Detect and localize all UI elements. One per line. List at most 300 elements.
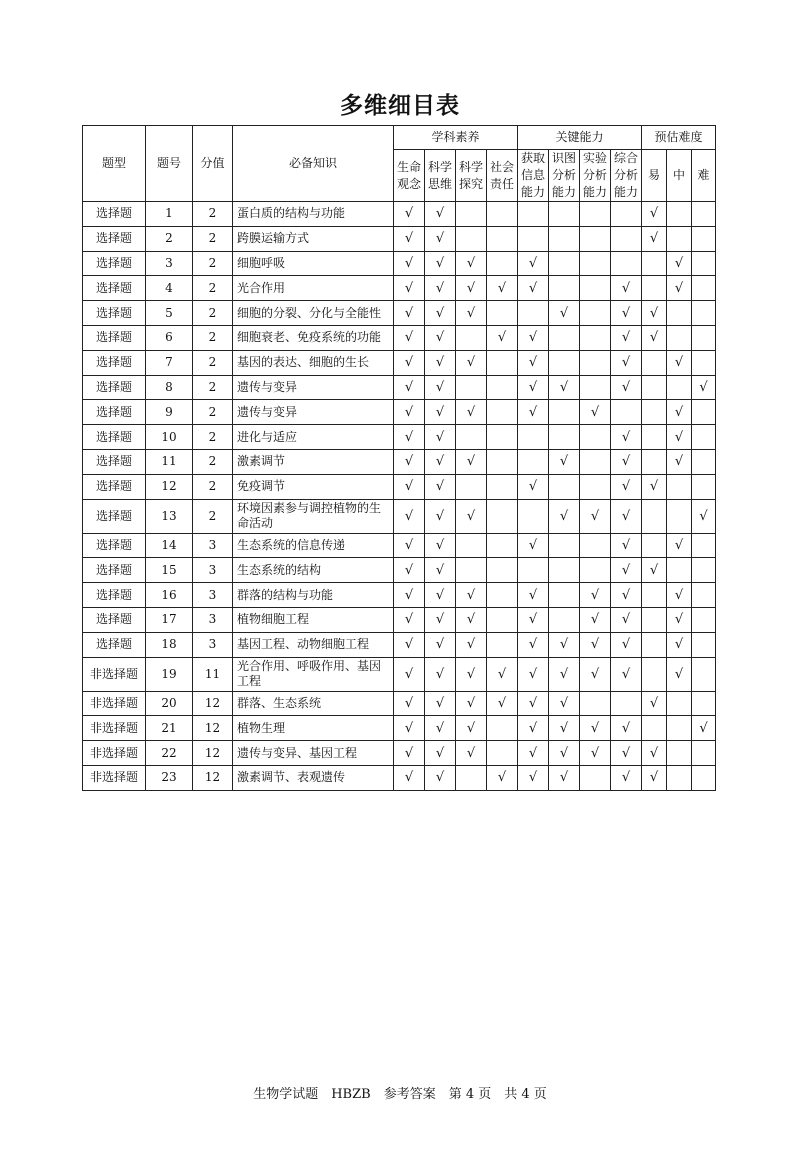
cell-mark: √ [394, 251, 425, 276]
cell-mark: √ [518, 583, 549, 608]
cell-knowledge: 遗传与变异 [233, 375, 394, 400]
cell-number: 14 [146, 533, 193, 558]
cell-mark [692, 657, 716, 691]
cell-number: 16 [146, 583, 193, 608]
cell-mark: √ [667, 276, 692, 301]
cell-knowledge: 蛋白质的结构与功能 [233, 202, 394, 227]
cell-mark: √ [611, 607, 642, 632]
cell-mark: √ [394, 474, 425, 499]
cell-type: 选择题 [83, 202, 146, 227]
table-row [83, 632, 716, 657]
cell-mark: √ [692, 716, 716, 741]
cell-mark [667, 765, 692, 790]
cell-mark: √ [518, 632, 549, 657]
header-sub-0: 生命 观念 [394, 150, 425, 202]
cell-knowledge: 环境因素参与调控植物的生命活动 [233, 499, 394, 533]
cell-mark [642, 276, 667, 301]
cell-mark [580, 325, 611, 350]
cell-mark: √ [642, 226, 667, 251]
cell-mark: √ [518, 400, 549, 425]
cell-knowledge: 群落、生态系统 [233, 691, 394, 716]
cell-mark [642, 583, 667, 608]
cell-mark [518, 202, 549, 227]
cell-mark: √ [518, 276, 549, 301]
cell-mark: √ [580, 716, 611, 741]
header-sub-6: 实验 分析 能力 [580, 150, 611, 202]
cell-mark: √ [642, 325, 667, 350]
cell-mark [692, 400, 716, 425]
cell-mark [692, 632, 716, 657]
cell-knowledge: 生态系统的信息传递 [233, 533, 394, 558]
cell-score: 3 [193, 533, 233, 558]
cell-mark: √ [518, 691, 549, 716]
cell-mark [487, 400, 518, 425]
cell-mark [667, 691, 692, 716]
cell-mark: √ [425, 632, 456, 657]
cell-mark [580, 533, 611, 558]
page-footer: 生物学试题 HBZB 参考答案 第 4 页 共 4 页 [253, 1087, 547, 1102]
cell-mark: √ [394, 375, 425, 400]
cell-type: 选择题 [83, 499, 146, 533]
cell-mark: √ [518, 741, 549, 766]
cell-mark [642, 449, 667, 474]
cell-mark [487, 350, 518, 375]
cell-number: 4 [146, 276, 193, 301]
cell-number: 8 [146, 375, 193, 400]
cell-type: 选择题 [83, 375, 146, 400]
cell-mark: √ [425, 533, 456, 558]
cell-knowledge: 激素调节 [233, 449, 394, 474]
cell-mark [692, 226, 716, 251]
cell-knowledge: 基因工程、动物细胞工程 [233, 632, 394, 657]
cell-mark: √ [642, 691, 667, 716]
cell-type: 选择题 [83, 226, 146, 251]
cell-mark [692, 202, 716, 227]
cell-mark [549, 607, 580, 632]
cell-mark [549, 251, 580, 276]
cell-mark: √ [549, 375, 580, 400]
header-type: 题型 [83, 126, 146, 202]
specification-table [82, 125, 716, 791]
cell-knowledge: 免疫调节 [233, 474, 394, 499]
cell-type: 选择题 [83, 533, 146, 558]
cell-mark [692, 741, 716, 766]
cell-mark: √ [667, 251, 692, 276]
cell-type: 非选择题 [83, 741, 146, 766]
cell-mark: √ [456, 449, 487, 474]
cell-mark: √ [394, 691, 425, 716]
cell-mark [692, 350, 716, 375]
cell-number: 5 [146, 301, 193, 326]
cell-mark [692, 583, 716, 608]
cell-mark [518, 499, 549, 533]
cell-mark: √ [425, 449, 456, 474]
cell-score: 2 [193, 202, 233, 227]
cell-mark: √ [667, 607, 692, 632]
cell-mark: √ [611, 474, 642, 499]
cell-knowledge: 遗传与变异 [233, 400, 394, 425]
cell-number: 20 [146, 691, 193, 716]
cell-mark: √ [394, 301, 425, 326]
cell-mark [692, 276, 716, 301]
cell-mark [487, 499, 518, 533]
cell-knowledge: 植物生理 [233, 716, 394, 741]
cell-mark [456, 558, 487, 583]
cell-number: 13 [146, 499, 193, 533]
cell-mark: √ [487, 276, 518, 301]
cell-mark: √ [487, 325, 518, 350]
cell-mark [487, 375, 518, 400]
table-row [83, 449, 716, 474]
cell-mark: √ [394, 533, 425, 558]
cell-mark [487, 226, 518, 251]
cell-type: 选择题 [83, 276, 146, 301]
cell-score: 2 [193, 499, 233, 533]
cell-type: 非选择题 [83, 691, 146, 716]
cell-mark: √ [549, 657, 580, 691]
table-row [83, 558, 716, 583]
cell-mark: √ [611, 325, 642, 350]
table-row [83, 276, 716, 301]
table-row [83, 251, 716, 276]
cell-score: 2 [193, 400, 233, 425]
cell-mark [456, 202, 487, 227]
table-row [83, 425, 716, 450]
table-row [83, 301, 716, 326]
cell-mark [549, 202, 580, 227]
cell-mark [642, 425, 667, 450]
cell-mark: √ [611, 499, 642, 533]
cell-score: 2 [193, 425, 233, 450]
header-sub-7: 综合 分析 能力 [611, 150, 642, 202]
cell-mark [487, 449, 518, 474]
cell-mark: √ [456, 276, 487, 301]
cell-mark: √ [518, 325, 549, 350]
table-row [83, 765, 716, 790]
cell-number: 1 [146, 202, 193, 227]
cell-mark: √ [611, 301, 642, 326]
cell-knowledge: 植物细胞工程 [233, 607, 394, 632]
cell-mark [667, 301, 692, 326]
cell-mark: √ [611, 583, 642, 608]
cell-mark [456, 425, 487, 450]
cell-mark: √ [667, 449, 692, 474]
table-row [83, 533, 716, 558]
cell-mark: √ [425, 276, 456, 301]
cell-mark: √ [425, 558, 456, 583]
table-row [83, 607, 716, 632]
cell-mark: √ [487, 691, 518, 716]
cell-mark [642, 400, 667, 425]
cell-mark: √ [425, 202, 456, 227]
cell-number: 9 [146, 400, 193, 425]
cell-mark: √ [394, 657, 425, 691]
cell-score: 11 [193, 657, 233, 691]
cell-number: 6 [146, 325, 193, 350]
cell-mark: √ [425, 499, 456, 533]
cell-mark [549, 425, 580, 450]
cell-mark: √ [456, 400, 487, 425]
cell-mark [667, 716, 692, 741]
cell-number: 21 [146, 716, 193, 741]
cell-mark [549, 400, 580, 425]
cell-mark [487, 558, 518, 583]
cell-mark [580, 276, 611, 301]
cell-mark [611, 400, 642, 425]
header-sub-10: 难 [692, 150, 716, 202]
cell-knowledge: 进化与适应 [233, 425, 394, 450]
cell-mark [580, 474, 611, 499]
cell-mark: √ [394, 226, 425, 251]
cell-mark [580, 251, 611, 276]
cell-mark: √ [394, 350, 425, 375]
cell-mark: √ [425, 251, 456, 276]
cell-mark [549, 583, 580, 608]
cell-mark: √ [425, 765, 456, 790]
cell-mark [642, 607, 667, 632]
table-row [83, 499, 716, 533]
cell-mark [487, 202, 518, 227]
cell-mark [692, 691, 716, 716]
cell-mark: √ [518, 375, 549, 400]
cell-mark: √ [394, 716, 425, 741]
cell-mark: √ [456, 350, 487, 375]
header-score: 分值 [193, 126, 233, 202]
cell-mark: √ [549, 716, 580, 741]
cell-number: 7 [146, 350, 193, 375]
cell-score: 3 [193, 632, 233, 657]
table-row [83, 741, 716, 766]
cell-mark [611, 691, 642, 716]
cell-score: 3 [193, 607, 233, 632]
cell-mark: √ [611, 350, 642, 375]
cell-mark: √ [394, 325, 425, 350]
cell-mark [642, 533, 667, 558]
cell-mark [456, 765, 487, 790]
cell-type: 非选择题 [83, 716, 146, 741]
cell-mark [611, 226, 642, 251]
cell-mark: √ [456, 499, 487, 533]
cell-mark: √ [549, 449, 580, 474]
cell-mark: √ [425, 607, 456, 632]
cell-knowledge: 细胞呼吸 [233, 251, 394, 276]
header-number: 题号 [146, 126, 193, 202]
cell-mark [642, 632, 667, 657]
cell-mark: √ [642, 741, 667, 766]
cell-type: 选择题 [83, 425, 146, 450]
cell-mark [456, 375, 487, 400]
cell-mark: √ [394, 400, 425, 425]
header-sub-9: 中 [667, 150, 692, 202]
cell-score: 2 [193, 375, 233, 400]
cell-mark: √ [425, 425, 456, 450]
cell-score: 2 [193, 325, 233, 350]
cell-mark: √ [667, 533, 692, 558]
cell-knowledge: 生态系统的结构 [233, 558, 394, 583]
cell-mark [518, 558, 549, 583]
cell-mark [692, 251, 716, 276]
cell-mark [456, 533, 487, 558]
cell-mark: √ [425, 691, 456, 716]
cell-type: 选择题 [83, 558, 146, 583]
cell-mark [487, 474, 518, 499]
cell-mark [692, 558, 716, 583]
cell-mark [611, 251, 642, 276]
cell-mark: √ [611, 449, 642, 474]
cell-number: 19 [146, 657, 193, 691]
cell-mark: √ [549, 301, 580, 326]
cell-mark [487, 607, 518, 632]
cell-knowledge: 细胞的分裂、分化与全能性 [233, 301, 394, 326]
cell-mark: √ [580, 632, 611, 657]
cell-score: 2 [193, 226, 233, 251]
cell-number: 15 [146, 558, 193, 583]
header-sub-2: 科学 探究 [456, 150, 487, 202]
cell-score: 12 [193, 691, 233, 716]
cell-mark: √ [394, 632, 425, 657]
cell-knowledge: 群落的结构与功能 [233, 583, 394, 608]
cell-knowledge: 跨膜运输方式 [233, 226, 394, 251]
cell-type: 选择题 [83, 607, 146, 632]
table-row [83, 350, 716, 375]
cell-type: 选择题 [83, 301, 146, 326]
cell-mark: √ [580, 607, 611, 632]
cell-mark [549, 325, 580, 350]
cell-mark: √ [549, 691, 580, 716]
cell-number: 10 [146, 425, 193, 450]
cell-mark [456, 226, 487, 251]
cell-mark: √ [425, 400, 456, 425]
cell-number: 12 [146, 474, 193, 499]
cell-mark: √ [549, 632, 580, 657]
cell-mark: √ [667, 632, 692, 657]
cell-mark: √ [456, 716, 487, 741]
cell-number: 17 [146, 607, 193, 632]
cell-mark [692, 765, 716, 790]
cell-mark [487, 632, 518, 657]
cell-mark: √ [692, 499, 716, 533]
header-sub-3: 社会 责任 [487, 150, 518, 202]
cell-mark [580, 350, 611, 375]
cell-mark: √ [611, 558, 642, 583]
cell-mark [692, 474, 716, 499]
header-knowledge: 必备知识 [233, 126, 394, 202]
cell-mark [487, 741, 518, 766]
cell-mark: √ [611, 276, 642, 301]
cell-mark: √ [518, 657, 549, 691]
cell-score: 12 [193, 765, 233, 790]
page-title: 多维细目表 [340, 93, 460, 119]
cell-score: 2 [193, 449, 233, 474]
cell-mark [549, 558, 580, 583]
cell-mark: √ [642, 301, 667, 326]
cell-mark: √ [456, 583, 487, 608]
cell-mark [642, 350, 667, 375]
cell-mark: √ [580, 741, 611, 766]
header-sub-1: 科学 思维 [425, 150, 456, 202]
cell-mark: √ [456, 632, 487, 657]
cell-score: 2 [193, 474, 233, 499]
cell-mark [487, 301, 518, 326]
cell-mark: √ [611, 425, 642, 450]
cell-mark [667, 558, 692, 583]
cell-mark [518, 449, 549, 474]
cell-mark: √ [487, 657, 518, 691]
cell-knowledge: 遗传与变异、基因工程 [233, 741, 394, 766]
cell-mark [667, 499, 692, 533]
cell-mark [580, 202, 611, 227]
cell-mark: √ [518, 716, 549, 741]
cell-type: 选择题 [83, 350, 146, 375]
cell-mark [456, 325, 487, 350]
cell-score: 2 [193, 301, 233, 326]
cell-mark: √ [394, 765, 425, 790]
cell-mark: √ [580, 400, 611, 425]
cell-type: 非选择题 [83, 765, 146, 790]
cell-score: 2 [193, 350, 233, 375]
cell-mark [487, 533, 518, 558]
cell-type: 选择题 [83, 583, 146, 608]
cell-mark: √ [394, 607, 425, 632]
cell-mark: √ [456, 607, 487, 632]
cell-mark [667, 325, 692, 350]
cell-mark [456, 474, 487, 499]
cell-mark [667, 375, 692, 400]
cell-mark [487, 425, 518, 450]
cell-number: 22 [146, 741, 193, 766]
cell-mark [667, 202, 692, 227]
cell-mark [692, 301, 716, 326]
cell-mark: √ [642, 558, 667, 583]
header-group-difficulty: 预估难度 [642, 126, 716, 150]
cell-mark: √ [611, 632, 642, 657]
cell-mark [642, 375, 667, 400]
cell-mark [487, 251, 518, 276]
cell-mark: √ [667, 350, 692, 375]
cell-score: 2 [193, 276, 233, 301]
cell-mark: √ [611, 375, 642, 400]
cell-mark: √ [611, 765, 642, 790]
cell-mark [580, 558, 611, 583]
cell-type: 选择题 [83, 251, 146, 276]
cell-type: 选择题 [83, 400, 146, 425]
cell-score: 3 [193, 583, 233, 608]
cell-mark [692, 607, 716, 632]
cell-number: 11 [146, 449, 193, 474]
cell-mark: √ [425, 226, 456, 251]
cell-mark [549, 533, 580, 558]
cell-mark [580, 449, 611, 474]
cell-mark: √ [456, 741, 487, 766]
cell-mark: √ [456, 301, 487, 326]
cell-knowledge: 激素调节、表观遗传 [233, 765, 394, 790]
cell-mark [549, 350, 580, 375]
cell-number: 3 [146, 251, 193, 276]
cell-type: 选择题 [83, 474, 146, 499]
cell-mark: √ [394, 558, 425, 583]
table-row [83, 375, 716, 400]
cell-mark: √ [518, 765, 549, 790]
cell-mark: √ [642, 202, 667, 227]
cell-mark: √ [549, 741, 580, 766]
cell-score: 12 [193, 741, 233, 766]
header-group-ability: 关键能力 [518, 126, 642, 150]
cell-mark [580, 765, 611, 790]
cell-mark [549, 474, 580, 499]
cell-mark [518, 226, 549, 251]
table-row [83, 474, 716, 499]
cell-mark: √ [667, 400, 692, 425]
